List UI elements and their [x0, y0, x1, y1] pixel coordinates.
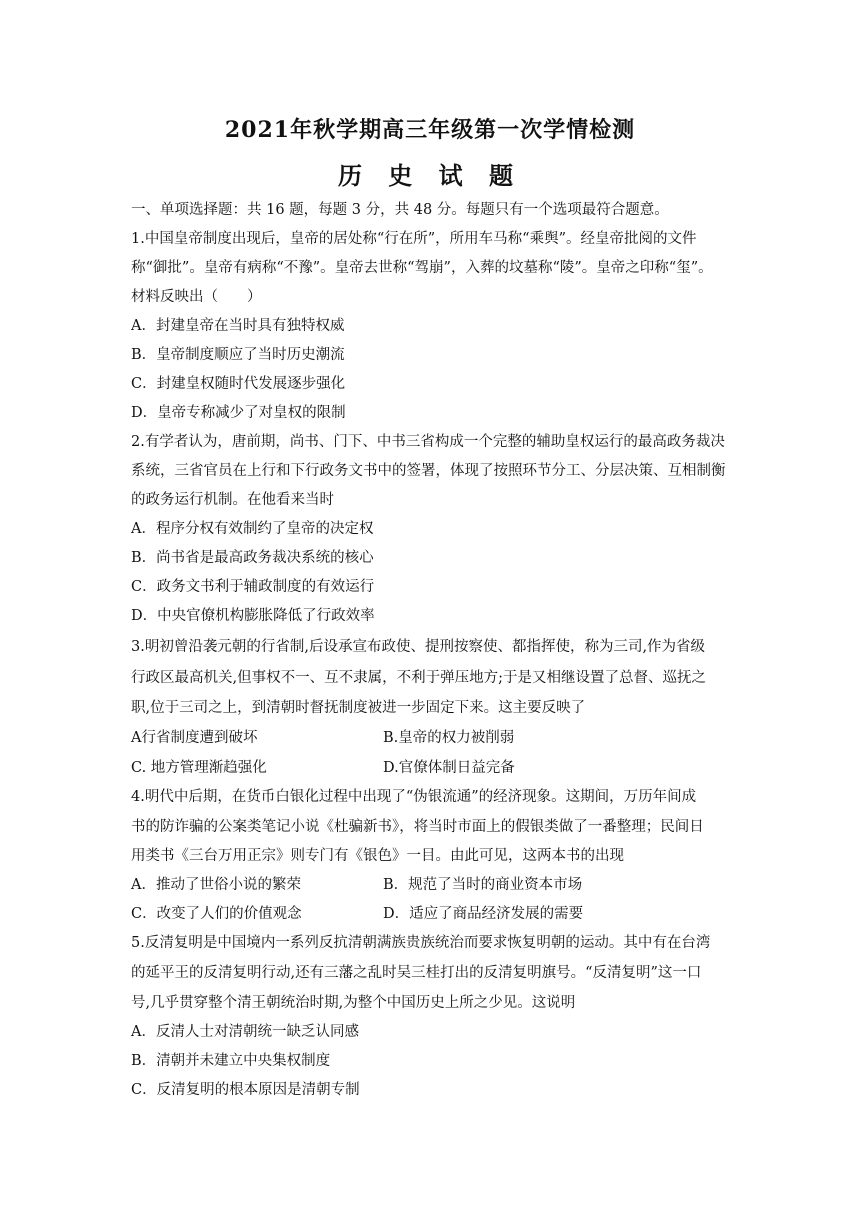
- question-3-stem-line-1: 3.明初曾沿袭元朝的行省制,后设承宣布政使、提刑按察使、都指挥使，称为三司,作为省级: [131, 639, 706, 655]
- question-5-stem-line-2: 的延平王的反清复明行动,还有三藩之乱时吴三桂打出的反清复明旗号。“反清复明”这一口: [131, 965, 702, 981]
- question-1-option-b: B．皇帝制度顺应了当时历史潮流: [131, 347, 345, 363]
- question-1-option-c: C．封建皇权随时代发展逐步强化: [131, 376, 346, 392]
- question-3-option-b: B.皇帝的权力被削弱: [383, 730, 515, 746]
- question-5-option-a: A．反清人士对清朝统一缺乏认同感: [131, 1024, 359, 1040]
- question-1-stem-line-3: 材料反映出（ ）: [131, 289, 262, 305]
- question-4-option-b: B．规范了当时的商业资本市场: [383, 877, 583, 893]
- question-4-option-a: A．推动了世俗小说的繁荣: [131, 877, 301, 893]
- question-2-option-d: D．中央官僚机构膨胀降低了行政效率: [131, 608, 375, 624]
- question-2-option-c: C．政务文书利于辅政制度的有效运行: [131, 579, 375, 595]
- question-2-stem-line-1: 2.有学者认为，唐前期，尚书、门下、中书三省构成一个完整的辅助皇权运行的最高政务裁决: [131, 434, 725, 450]
- question-3-stem-line-3: 职,位于三司之上，到清朝时督抚制度被进一步固定下来。这主要反映了: [131, 700, 586, 716]
- question-1-stem-line-2: 称“御批”。皇帝有病称“不豫”。皇帝去世称“驾崩”，入葬的坟墓称“陵”。皇帝之印称“玺”。: [131, 260, 713, 276]
- question-2-option-a: A．程序分权有效制约了皇帝的决定权: [131, 521, 374, 537]
- question-3-option-d: D.官僚体制日益完备: [383, 760, 515, 776]
- question-4-stem-line-1: 4.明代中后期，在货币白银化过程中出现了“伪银流通”的经济现象。这期间，万历年间成: [131, 789, 697, 805]
- question-5-stem-line-1: 5.反清复明是中国境内一系列反抗清朝满族贵族统治而要求恢复明朝的运动。其中有在台湾: [131, 935, 711, 951]
- question-1-option-d: D．皇帝专称减少了对皇权的限制: [131, 405, 346, 421]
- question-3-option-c: C. 地方管理渐趋强化: [131, 760, 267, 776]
- question-5-stem-line-3: 号,几乎贯穿整个清王朝统治时期,为整个中国历史上所之少见。这说明: [131, 995, 576, 1011]
- question-3-stem-line-2: 行政区最高机关,但事权不一、互不隶属，不利于弹压地方;于是又相继设置了总督、巡抚之: [131, 670, 706, 686]
- question-1-option-a: A．封建皇帝在当时具有独特权威: [131, 318, 345, 334]
- question-5-option-b: B．清朝并未建立中央集权制度: [131, 1053, 331, 1069]
- exam-title: 2021年秋学期高三年级第一次学情检测: [224, 117, 636, 143]
- question-4-stem-line-2: 书的防诈骗的公案类笔记小说《杜骗新书》，将当时市面上的假银类做了一番整理；民间日: [131, 819, 704, 835]
- question-2-stem-line-3: 的政务运行机制。在他看来当时: [131, 492, 334, 508]
- question-2-option-b: B．尚书省是最高政务裁决系统的核心: [131, 550, 374, 566]
- exam-subtitle: 历 史 试 题: [337, 161, 523, 190]
- question-5-option-c: C．反清复明的根本原因是清朝专制: [131, 1082, 360, 1098]
- question-4-option-d: D．适应了商品经济发展的需要: [383, 906, 584, 922]
- question-1-stem-line-1: 1.中国皇帝制度出现后，皇帝的居处称“行在所”，所用车马称“乘舆”。经皇帝批阅的文件: [131, 231, 697, 247]
- question-4-option-c: C．改变了人们的价值观念: [131, 906, 302, 922]
- question-4-stem-line-3: 用类书《三台万用正宗》则专门有《银色》一目。由此可见，这两本书的出现: [131, 848, 624, 864]
- question-3-option-a: A行省制度遭到破坏: [131, 730, 258, 746]
- section-instructions: 一、单项选择题：共 16 题，每题 3 分，共 48 分。每题只有一个选项最符合题意。: [131, 202, 669, 218]
- question-2-stem-line-2: 系统，三省官员在上行和下行政务文书中的签署，体现了按照环节分工、分层决策、互相制衡: [131, 463, 726, 479]
